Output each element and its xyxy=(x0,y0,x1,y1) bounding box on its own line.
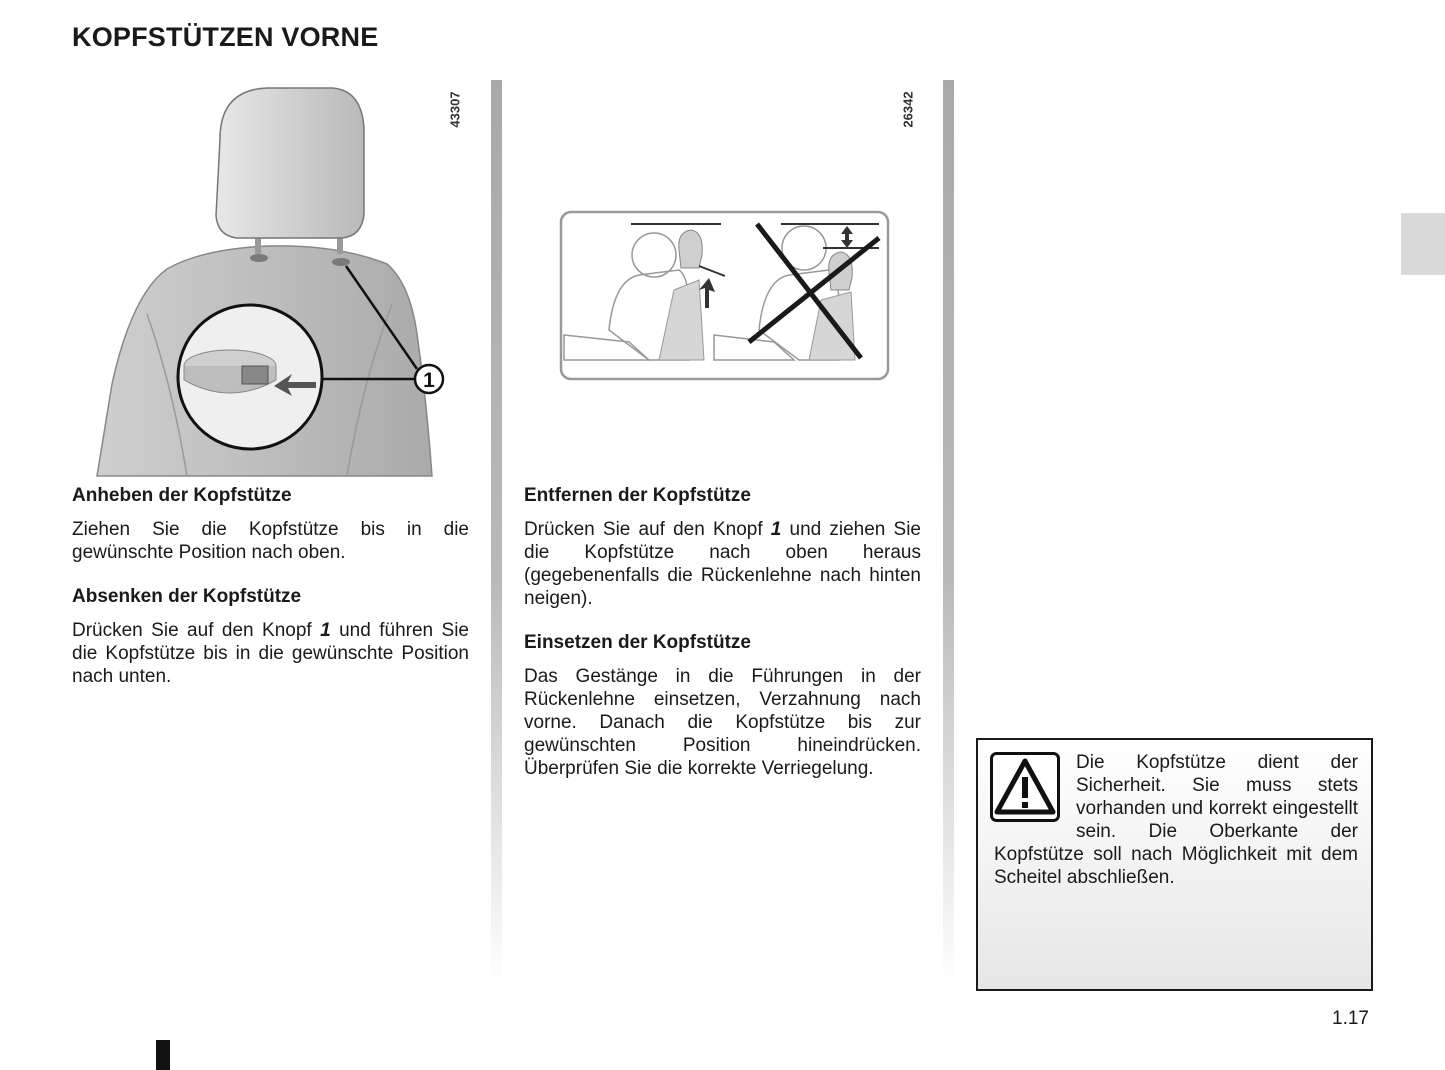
warning-box xyxy=(976,738,1373,991)
figure-ref-position: 26342 xyxy=(900,91,916,128)
callout-1-label: 1 xyxy=(423,369,435,392)
seat-headrest-illustration xyxy=(92,84,452,478)
middle-column xyxy=(524,484,921,801)
button-ref: 1 xyxy=(770,519,782,540)
remove-text: Drücken Sie auf den Knopf 1 und ziehen Sie die Kopfstütze nach oben heraus (gegebenenfalls die Rückenlehne nach hinten neigen). xyxy=(524,519,921,609)
headrest-position-diagram xyxy=(559,210,890,381)
warning-text: Die Kopfstütze dient der Sicherheit. Sie muss stets vorhanden und korrekt eingestellt sein. Die Oberkante der Kopfstütze soll nach Möglichkeit mit dem Scheitel abschließen. xyxy=(994,752,1358,888)
chapter-tab xyxy=(1401,213,1445,275)
raise-text: Ziehen Sie die Kopfstütze bis in die gewünschte Position nach oben. xyxy=(72,519,469,563)
button-ref: 1 xyxy=(320,620,331,641)
lower-text: Drücken Sie auf den Knopf 1 und führen Sie die Kopfstütze bis in die gewünschte Position nach unten. xyxy=(72,620,469,687)
column-divider-right xyxy=(943,80,954,985)
warning-text-container xyxy=(994,751,1358,889)
raise-heading: Anheben der Kopfstütze xyxy=(72,485,292,506)
headrest xyxy=(216,88,364,238)
page-edge-mark xyxy=(156,1040,170,1070)
remove-heading: Entfernen der Kopfstütze xyxy=(524,485,751,506)
insert-heading: Einsetzen der Kopfstütze xyxy=(524,632,751,653)
page-number: 1.17 xyxy=(1332,1008,1369,1029)
left-column xyxy=(72,484,469,709)
page-title: KOPFSTÜTZEN VORNE xyxy=(72,22,379,52)
insert-text: Das Gestänge in die Führungen in der Rückenlehne einsetzen, Verzahnung nach vorne. Danach die Kopfstütze bis zur gewünschten Position hineindrücken. Überprüfen Sie die korrekte Verriegelung. xyxy=(524,666,921,779)
lower-heading: Absenken der Kopfstütze xyxy=(72,586,302,607)
column-divider-left xyxy=(491,80,502,985)
figure-ref-seat: 43307 xyxy=(447,91,463,128)
